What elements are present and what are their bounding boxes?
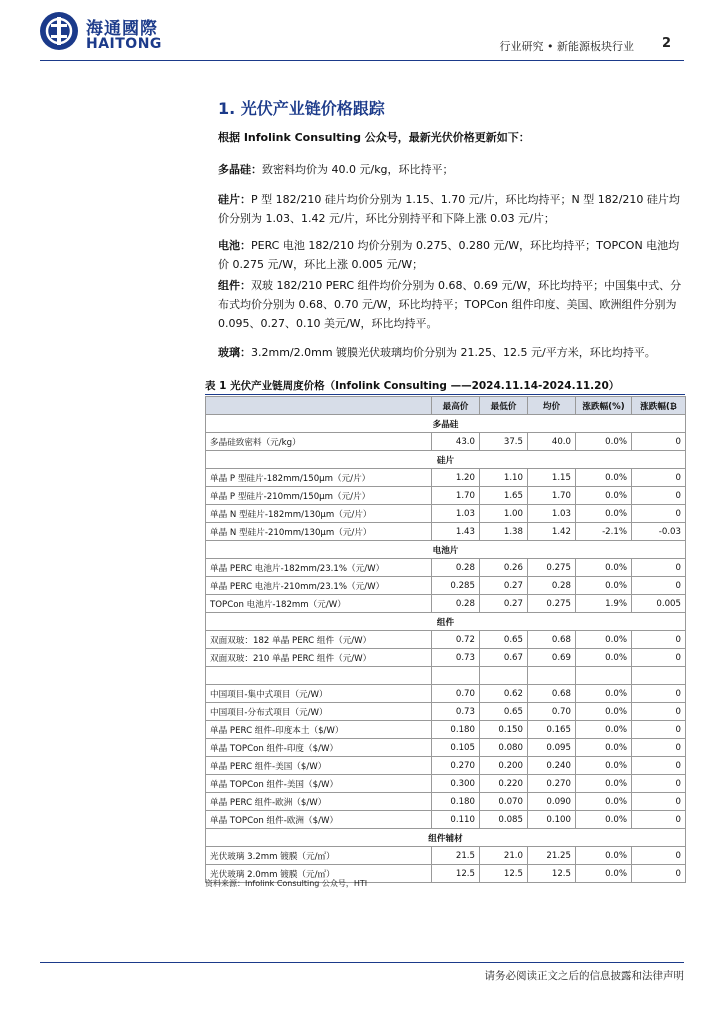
table-cell: 0.240 xyxy=(528,757,576,775)
paragraph-label: 电池： xyxy=(218,239,251,252)
table-row xyxy=(206,487,686,505)
table-cell: 0.080 xyxy=(480,739,528,757)
table-cell: 0.27 xyxy=(480,577,528,595)
table-cell: 1.10 xyxy=(480,469,528,487)
table-cell: 0.0% xyxy=(576,847,632,865)
row-label: 单晶 P 型硅片-182mm/150μm（元/片） xyxy=(206,469,432,487)
paragraph-module xyxy=(218,276,688,333)
table-row xyxy=(206,433,686,451)
table-cell: 0 xyxy=(632,721,686,739)
table-group-row xyxy=(206,613,686,631)
table-cell: 1.43 xyxy=(432,523,480,541)
table-cell: 0.0% xyxy=(576,757,632,775)
table-cell: 0.70 xyxy=(528,703,576,721)
table-cell: 0.0% xyxy=(576,811,632,829)
table-cell: 0.65 xyxy=(480,703,528,721)
page-number: 2 xyxy=(662,36,672,51)
table-source: 资料来源：Infolink Consulting 公众号，HTI xyxy=(205,879,368,888)
table-cell: 1.03 xyxy=(528,505,576,523)
table-cell: 0.73 xyxy=(432,649,480,667)
group-label: 组件 xyxy=(206,613,686,631)
table-cell: 0.68 xyxy=(528,685,576,703)
footer-disclaimer: 请务必阅读正文之后的信息披露和法律声明 xyxy=(484,970,684,982)
table-cell: 0.0% xyxy=(576,433,632,451)
table-cell: 0 xyxy=(632,433,686,451)
table-cell: 21.25 xyxy=(528,847,576,865)
table-cell: 0.73 xyxy=(432,703,480,721)
table-cell: 0.70 xyxy=(432,685,480,703)
row-label: 光伏玻璃 2.0mm 镀膜（元/㎡） xyxy=(206,865,432,883)
table-cell: 0.28 xyxy=(528,577,576,595)
paragraph-text: PERC 电池 182/210 均价分别为 0.275、0.280 元/W，环比均持平；TOPCON 电池均价 0.275 元/W，环比上涨 0.005 元/W； xyxy=(218,239,680,271)
row-label: 中国项目-集中式项目（元/W） xyxy=(206,685,432,703)
table-cell: 1.00 xyxy=(480,505,528,523)
row-label: 光伏玻璃 3.2mm 镀膜（元/㎡） xyxy=(206,847,432,865)
table-cell: 0.105 xyxy=(432,739,480,757)
group-label: 组件辅材 xyxy=(206,829,686,847)
table-row xyxy=(206,775,686,793)
table-row xyxy=(206,703,686,721)
table-row xyxy=(206,505,686,523)
table-cell: 1.42 xyxy=(528,523,576,541)
column-header: 涨跌幅(₿ xyxy=(632,397,686,415)
table-cell: -0.03 xyxy=(632,523,686,541)
table-group-row xyxy=(206,541,686,559)
table-cell: 0.275 xyxy=(528,595,576,613)
table-cell xyxy=(632,667,686,685)
table-row xyxy=(206,847,686,865)
table-cell: 0 xyxy=(632,793,686,811)
table-row xyxy=(206,631,686,649)
row-label: 单晶 N 型硅片-182mm/130μm（元/片） xyxy=(206,505,432,523)
table-cell: 1.70 xyxy=(432,487,480,505)
row-label xyxy=(206,667,432,685)
table-cell: 0.62 xyxy=(480,685,528,703)
table-group-row xyxy=(206,451,686,469)
price-table xyxy=(205,396,686,883)
table-cell: 0.0% xyxy=(576,703,632,721)
table-cell: 0.0% xyxy=(576,865,632,883)
paragraph-text: P 型 182/210 硅片均价分别为 1.15、1.70 元/片，环比均持平；N 型 182/210 硅片均价分别为 1.03、1.42 元/片，环比分别持平和下降上涨 0.03 元/片； xyxy=(218,193,680,225)
row-label: 多晶硅致密料（元/kg） xyxy=(206,433,432,451)
row-label: 单晶 PERC 组件-欧洲（$/W） xyxy=(206,793,432,811)
table-cell: 0.0% xyxy=(576,685,632,703)
table-cell: 0.005 xyxy=(632,595,686,613)
report-category: 行业研究 • 新能源板块行业 xyxy=(499,40,634,53)
table-cell: 0.270 xyxy=(432,757,480,775)
header-divider xyxy=(40,60,684,61)
table-cell: 1.03 xyxy=(432,505,480,523)
table-row xyxy=(206,577,686,595)
group-label: 多晶硅 xyxy=(206,415,686,433)
table-row xyxy=(206,559,686,577)
table-cell: 0 xyxy=(632,847,686,865)
table-row xyxy=(206,523,686,541)
table-cell: 0.68 xyxy=(528,631,576,649)
table-cell: -2.1% xyxy=(576,523,632,541)
section-title: 1. 光伏产业链价格跟踪 xyxy=(218,99,385,118)
paragraph-text: 双玻 182/210 PERC 组件均价分别为 0.68、0.69 元/W，环比均持平；中国集中式、分布式均价分别为 0.68、0.70 元/W，环比均持平；TOPCon 组件印度、美国、欧洲组件分别为 0.095、0.27、0.10 美元/W，环比均持平。 xyxy=(218,279,682,330)
table-group-row xyxy=(206,415,686,433)
table-cell: 1.38 xyxy=(480,523,528,541)
row-label: 单晶 PERC 电池片-182mm/23.1%（元/W） xyxy=(206,559,432,577)
haitong-logo-icon xyxy=(40,12,78,50)
logo-chinese-name: 海通國際 xyxy=(86,19,158,39)
table-cell: 0.27 xyxy=(480,595,528,613)
table-cell: 1.20 xyxy=(432,469,480,487)
table-cell: 0.0% xyxy=(576,721,632,739)
table-row xyxy=(206,595,686,613)
paragraph-label: 多晶硅： xyxy=(218,163,262,176)
footer-divider xyxy=(40,962,684,963)
table-cell: 0.085 xyxy=(480,811,528,829)
table-row xyxy=(206,685,686,703)
table-cell: 21.5 xyxy=(432,847,480,865)
table-cell: 0.0% xyxy=(576,739,632,757)
table-cell: 0 xyxy=(632,865,686,883)
table-cell: 0 xyxy=(632,811,686,829)
row-label: 单晶 PERC 组件-美国（$/W） xyxy=(206,757,432,775)
table-cell: 0 xyxy=(632,703,686,721)
table-cell: 0.110 xyxy=(432,811,480,829)
table-cell: 0 xyxy=(632,649,686,667)
table-cell: 0.095 xyxy=(528,739,576,757)
row-label: 中国项目-分布式项目（元/W） xyxy=(206,703,432,721)
paragraph-label: 硅片： xyxy=(218,193,251,206)
group-label: 电池片 xyxy=(206,541,686,559)
group-label: 硅片 xyxy=(206,451,686,469)
table-cell: 0.0% xyxy=(576,505,632,523)
table-cell: 0.180 xyxy=(432,793,480,811)
row-label: 单晶 N 型硅片-210mm/130μm（元/片） xyxy=(206,523,432,541)
table-cell: 0.67 xyxy=(480,649,528,667)
column-header xyxy=(206,397,432,415)
table-cell: 1.9% xyxy=(576,595,632,613)
paragraph-text: 3.2mm/2.0mm 镀膜光伏玻璃均价分别为 21.25、12.5 元/平方米，环比均持平。 xyxy=(251,346,656,359)
table-row xyxy=(206,757,686,775)
column-header: 最高价 xyxy=(432,397,480,415)
table-body xyxy=(206,415,686,883)
column-header: 最低价 xyxy=(480,397,528,415)
table-cell: 0 xyxy=(632,487,686,505)
table-row xyxy=(206,793,686,811)
table-cell: 0.165 xyxy=(528,721,576,739)
paragraph-glass xyxy=(218,343,688,362)
paragraph-label: 组件： xyxy=(218,279,251,292)
column-header: 涨跌幅(%) xyxy=(576,397,632,415)
table-cell: 0 xyxy=(632,739,686,757)
table-row xyxy=(206,811,686,829)
table-group-row xyxy=(206,829,686,847)
table-cell: 0.0% xyxy=(576,649,632,667)
table-cell: 1.15 xyxy=(528,469,576,487)
row-label: 单晶 PERC 组件-印度本土（$/W） xyxy=(206,721,432,739)
haitong-logo xyxy=(40,12,190,52)
table-cell: 43.0 xyxy=(432,433,480,451)
row-label: 单晶 PERC 电池片-210mm/23.1%（元/W） xyxy=(206,577,432,595)
table-row xyxy=(206,469,686,487)
table-cell: 0.28 xyxy=(432,595,480,613)
table-cell: 0 xyxy=(632,685,686,703)
row-label: 单晶 TOPCon 组件-美国（$/W） xyxy=(206,775,432,793)
table-cell: 0 xyxy=(632,469,686,487)
table-cell: 0.270 xyxy=(528,775,576,793)
table-cell xyxy=(480,667,528,685)
table-cell: 0.28 xyxy=(432,559,480,577)
row-label: 单晶 P 型硅片-210mm/150μm（元/片） xyxy=(206,487,432,505)
table-cell: 1.70 xyxy=(528,487,576,505)
table-cell: 21.0 xyxy=(480,847,528,865)
table-cell: 1.65 xyxy=(480,487,528,505)
intro-text: 根据 Infolink Consulting 公众号，最新光伏价格更新如下： xyxy=(218,131,530,144)
table-cell: 0 xyxy=(632,775,686,793)
table-cell: 0.0% xyxy=(576,487,632,505)
intro-paragraph xyxy=(218,128,688,147)
table-cell: 0 xyxy=(632,757,686,775)
table-cell: 0.150 xyxy=(480,721,528,739)
row-label: 双面双玻：182 单晶 PERC 组件（元/W） xyxy=(206,631,432,649)
table-cell: 12.5 xyxy=(528,865,576,883)
table-cell: 0.220 xyxy=(480,775,528,793)
table-cell xyxy=(432,667,480,685)
paragraph-polysilicon xyxy=(218,160,688,179)
table-cell: 0.070 xyxy=(480,793,528,811)
row-label: TOPCon 电池片-182mm（元/W） xyxy=(206,595,432,613)
table-cell: 0 xyxy=(632,559,686,577)
table-cell: 0.0% xyxy=(576,775,632,793)
paragraph-label: 玻璃： xyxy=(218,346,251,359)
table-cell: 0 xyxy=(632,631,686,649)
table-cell: 0.69 xyxy=(528,649,576,667)
table-cell: 0.100 xyxy=(528,811,576,829)
row-label: 单晶 TOPCon 组件-欧洲（$/W） xyxy=(206,811,432,829)
table-cell: 0 xyxy=(632,577,686,595)
table-cell: 12.5 xyxy=(480,865,528,883)
table-cell: 0.300 xyxy=(432,775,480,793)
row-label: 单晶 TOPCon 组件-印度（$/W） xyxy=(206,739,432,757)
table-cell: 0.285 xyxy=(432,577,480,595)
table-cell: 40.0 xyxy=(528,433,576,451)
table-cell xyxy=(528,667,576,685)
column-header: 均价 xyxy=(528,397,576,415)
logo-english-name: HAITONG xyxy=(86,36,162,52)
paragraph-cell xyxy=(218,236,688,274)
table-row xyxy=(206,667,686,685)
table-cell: 12.5 xyxy=(432,865,480,883)
paragraph-wafer xyxy=(218,190,688,228)
table-cell: 0.180 xyxy=(432,721,480,739)
caption-divider xyxy=(205,394,685,395)
table-cell: 0.0% xyxy=(576,469,632,487)
table-row xyxy=(206,649,686,667)
paragraph-text: 致密料均价为 40.0 元/kg，环比持平； xyxy=(262,163,454,176)
table-row xyxy=(206,739,686,757)
table-cell: 0 xyxy=(632,505,686,523)
table-cell: 0.0% xyxy=(576,559,632,577)
table-cell: 0.200 xyxy=(480,757,528,775)
table-cell: 0.65 xyxy=(480,631,528,649)
table-header-row xyxy=(206,397,686,415)
table-cell xyxy=(576,667,632,685)
table-caption: 表 1 光伏产业链周度价格（Infolink Consulting ——2024.11.14-2024.11.20） xyxy=(205,380,620,392)
table-cell: 0.72 xyxy=(432,631,480,649)
table-cell: 0.0% xyxy=(576,793,632,811)
table-cell: 0.0% xyxy=(576,577,632,595)
row-label: 双面双玻：210 单晶 PERC 组件（元/W） xyxy=(206,649,432,667)
table-cell: 0.0% xyxy=(576,631,632,649)
table-row xyxy=(206,721,686,739)
table-cell: 0.275 xyxy=(528,559,576,577)
table-cell: 37.5 xyxy=(480,433,528,451)
table-cell: 0.26 xyxy=(480,559,528,577)
table-cell: 0.090 xyxy=(528,793,576,811)
